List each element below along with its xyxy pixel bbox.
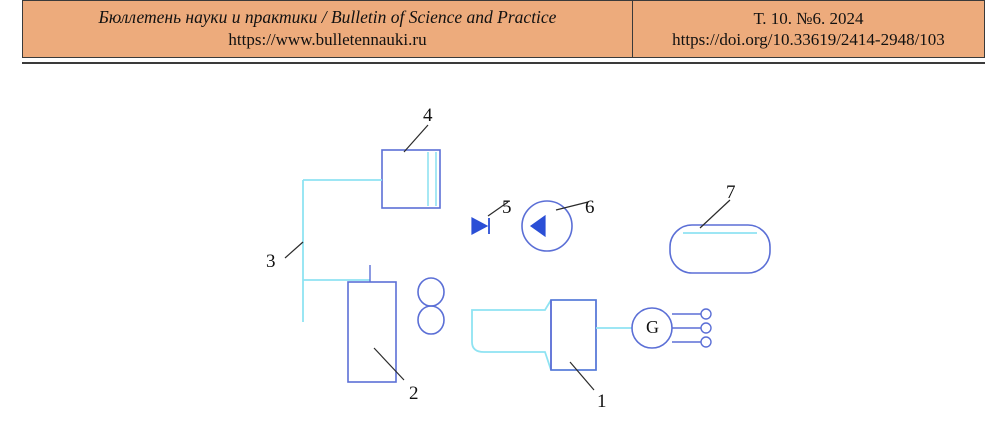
component-6-circle — [522, 201, 572, 251]
figure-schematic — [0, 70, 1007, 424]
component-4-block — [382, 150, 440, 208]
header-bottom-rule — [22, 62, 985, 64]
journal-doi: https://doi.org/10.33619/2414-2948/103 — [672, 30, 945, 49]
label-3: 3 — [266, 251, 276, 272]
journal-header-left — [23, 1, 633, 57]
leader-line-1 — [570, 362, 594, 390]
component-1-block — [551, 300, 596, 370]
label-4: 4 — [423, 105, 433, 126]
journal-title: Бюллетень науки и практики / Bulletin of Science and Practice — [98, 7, 557, 28]
leader-line-2 — [374, 348, 404, 380]
coil-lower-loop — [418, 306, 444, 334]
component-5-valve-triangle — [472, 218, 487, 234]
leader-line-3 — [285, 242, 303, 258]
label-5: 5 — [502, 197, 512, 218]
component-2-block — [348, 282, 396, 382]
label-2: 2 — [409, 383, 419, 404]
terminal-dot-2 — [701, 323, 711, 333]
component-1-body-outline — [472, 300, 596, 370]
component-6-flow-triangle — [531, 216, 545, 236]
terminal-dot-1 — [701, 309, 711, 319]
coil-upper-loop — [418, 278, 444, 306]
label-7: 7 — [726, 182, 736, 203]
schematic-drawing — [0, 70, 1007, 424]
journal-url: https://www.bulletennauki.ru — [228, 30, 427, 50]
journal-header-band — [22, 0, 985, 58]
label-6: 6 — [585, 197, 595, 218]
journal-header-right — [633, 1, 984, 57]
journal-issue: Т. 10. №6. 2024 — [753, 8, 864, 28]
terminal-dot-3 — [701, 337, 711, 347]
generator-label: G — [646, 317, 659, 337]
label-1: 1 — [597, 391, 607, 412]
leader-line-4 — [404, 125, 428, 152]
leader-line-7 — [700, 200, 730, 228]
